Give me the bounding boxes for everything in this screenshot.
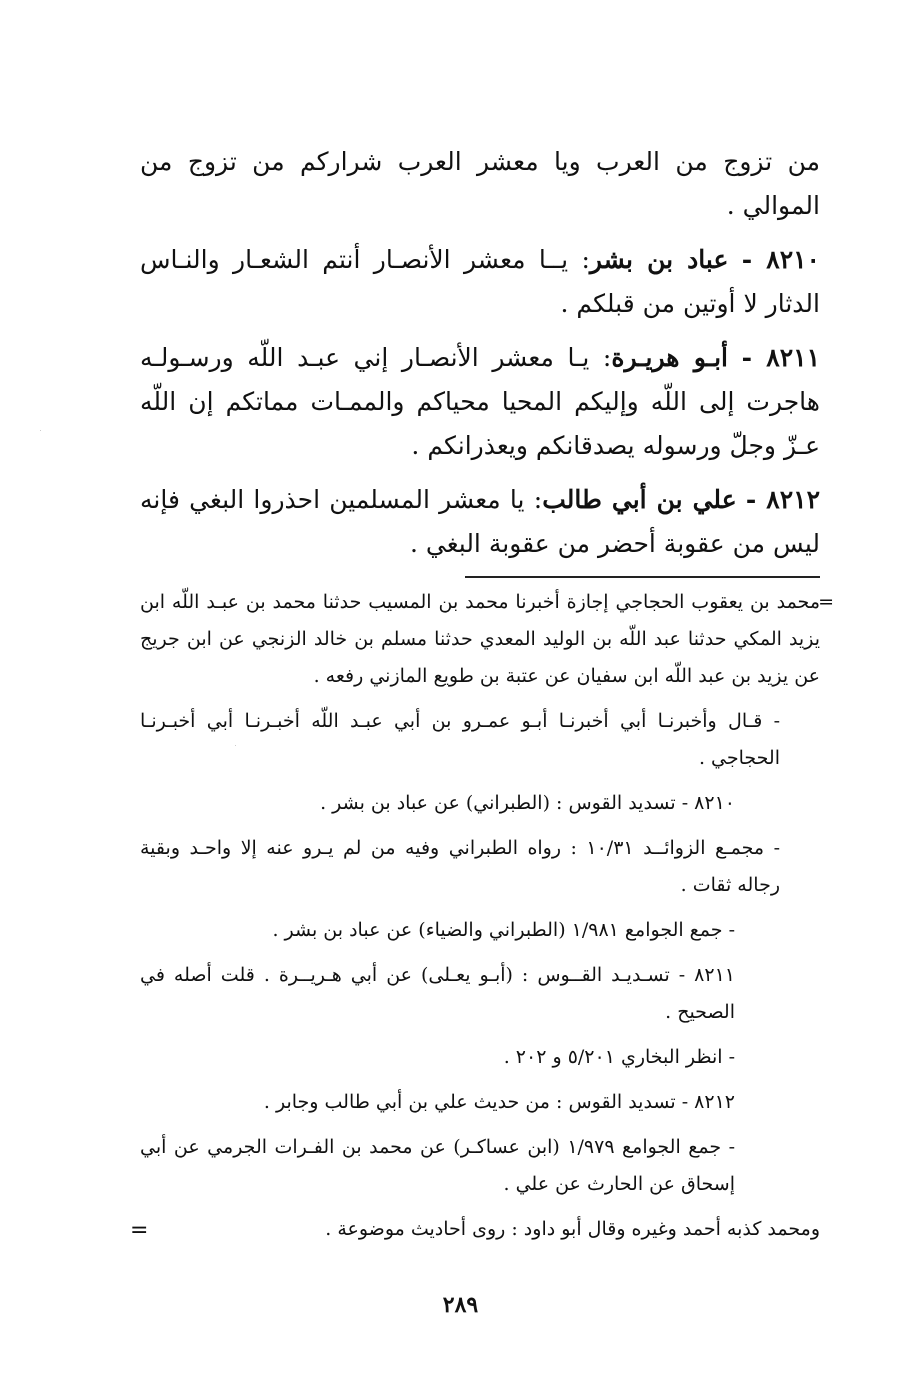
hadith-number: ٨٢١٠ - — [741, 245, 820, 274]
footnote-jam-2: - جمع الجوامع ١/٩٧٩ (ابن عساكـر) عن محمد بن الفـرات الجرمي عن أبي إسحاق عن الحارث عن علي . — [140, 1136, 735, 1195]
hadith-8210 — [140, 238, 820, 326]
paragraph-intro: من تزوج من العرب ويا معشر العرب شراركم من تزوج من الموالي . — [140, 147, 820, 220]
footnote-isnad: محمد بن يعقوب الحجاجي إجازة أخبرنا محمد بن المسيب حدثنا محمد بن عبـد اللّه ابن يزيد المكي حدثنا عبد اللّه بن الوليد المعدي حدثنا مسلم بن خالد الزنجي عن ابن جريج عن يزيد بن عبد اللّه ابن سفيان عن عتبة بن طويع المازني رفعه . — [140, 591, 820, 687]
narrator-name: أبـو هريـرة — [611, 343, 728, 372]
narrator-name: عباد بن بشر — [589, 245, 729, 274]
hadith-text: : يا معشر المسلمين احذروا البغي فإنه ليس من عقوبة أحضر من عقوبة البغي . — [140, 485, 820, 558]
hadith-8211 — [140, 336, 820, 468]
hadith-text: : يــا معشر الأنصـار أنتم الشعـار والنـاس الدثار لا أوتين من قبلكم . — [140, 245, 820, 318]
page-number: ٢٨٩ — [442, 1292, 479, 1318]
hadith-number: ٨٢١١ - — [741, 343, 820, 372]
footnote-8211: ٨٢١١ - تسـديـد القــوس : (أبـو يعـلى) عن أبي هـريــرة . قلت أصله في الصحيح . — [140, 964, 735, 1023]
footnote-8212: ٨٢١٢ - تسديد القوس : من حديث علي بن أبي طالب وجابر . — [263, 1091, 735, 1113]
footnote-jam-1: - جمع الجوامع ١/٩٨١ (الطبراني والضياء) عن عباد بن بشر . — [272, 919, 735, 941]
footnotes — [140, 584, 834, 1248]
continuation-mark-end: = — [130, 1218, 149, 1243]
hadith-8212 — [140, 478, 820, 566]
hadith-text: : يـا معشر الأنصـار إني عبـد اللّه ورسـولـه هاجرت إلى اللّه وإليكم المحيا محياكم والممـات مماتكم إن اللّه عـزّ وجلّ ورسوله يصدقانكم ويعذرانكم . — [140, 343, 820, 460]
main-text — [140, 140, 820, 566]
scan-speck — [235, 745, 236, 746]
footnote-bukhari: - انظر البخاري ٥/٢٠١ و ٢٠٢ . — [503, 1046, 735, 1068]
page-body — [140, 140, 834, 1256]
footnote-divider — [465, 576, 820, 578]
footnote-isnad-2: - قـال وأخبرنـا أبي أخبرنـا أبـو عمـرو بن أبي عبـد اللّه أخبـرنـا أبي أخبـرنـا الحجاجي . — [140, 710, 780, 769]
narrator-name: علي بن أبي طالب — [542, 485, 737, 514]
hadith-number: ٨٢١٢ - — [745, 485, 820, 514]
footnote-8210: ٨٢١٠ - تسديد القوس : (الطبراني) عن عباد بن بشر . — [320, 792, 735, 814]
scan-speck — [40, 430, 41, 431]
footnote-continuation: ومحمد كذبه أحمد وغيره وقال أبو داود : روى أحاديث موضوعة . — [325, 1218, 820, 1240]
continuation-mark-start: = — [818, 591, 834, 613]
footnote-majma: - مجمـع الزوائــد ١٠/٣١ : رواه الطبراني وفيه من لم يـرو عنه إلا واحـد وبقية رجاله ثقات . — [140, 837, 780, 896]
